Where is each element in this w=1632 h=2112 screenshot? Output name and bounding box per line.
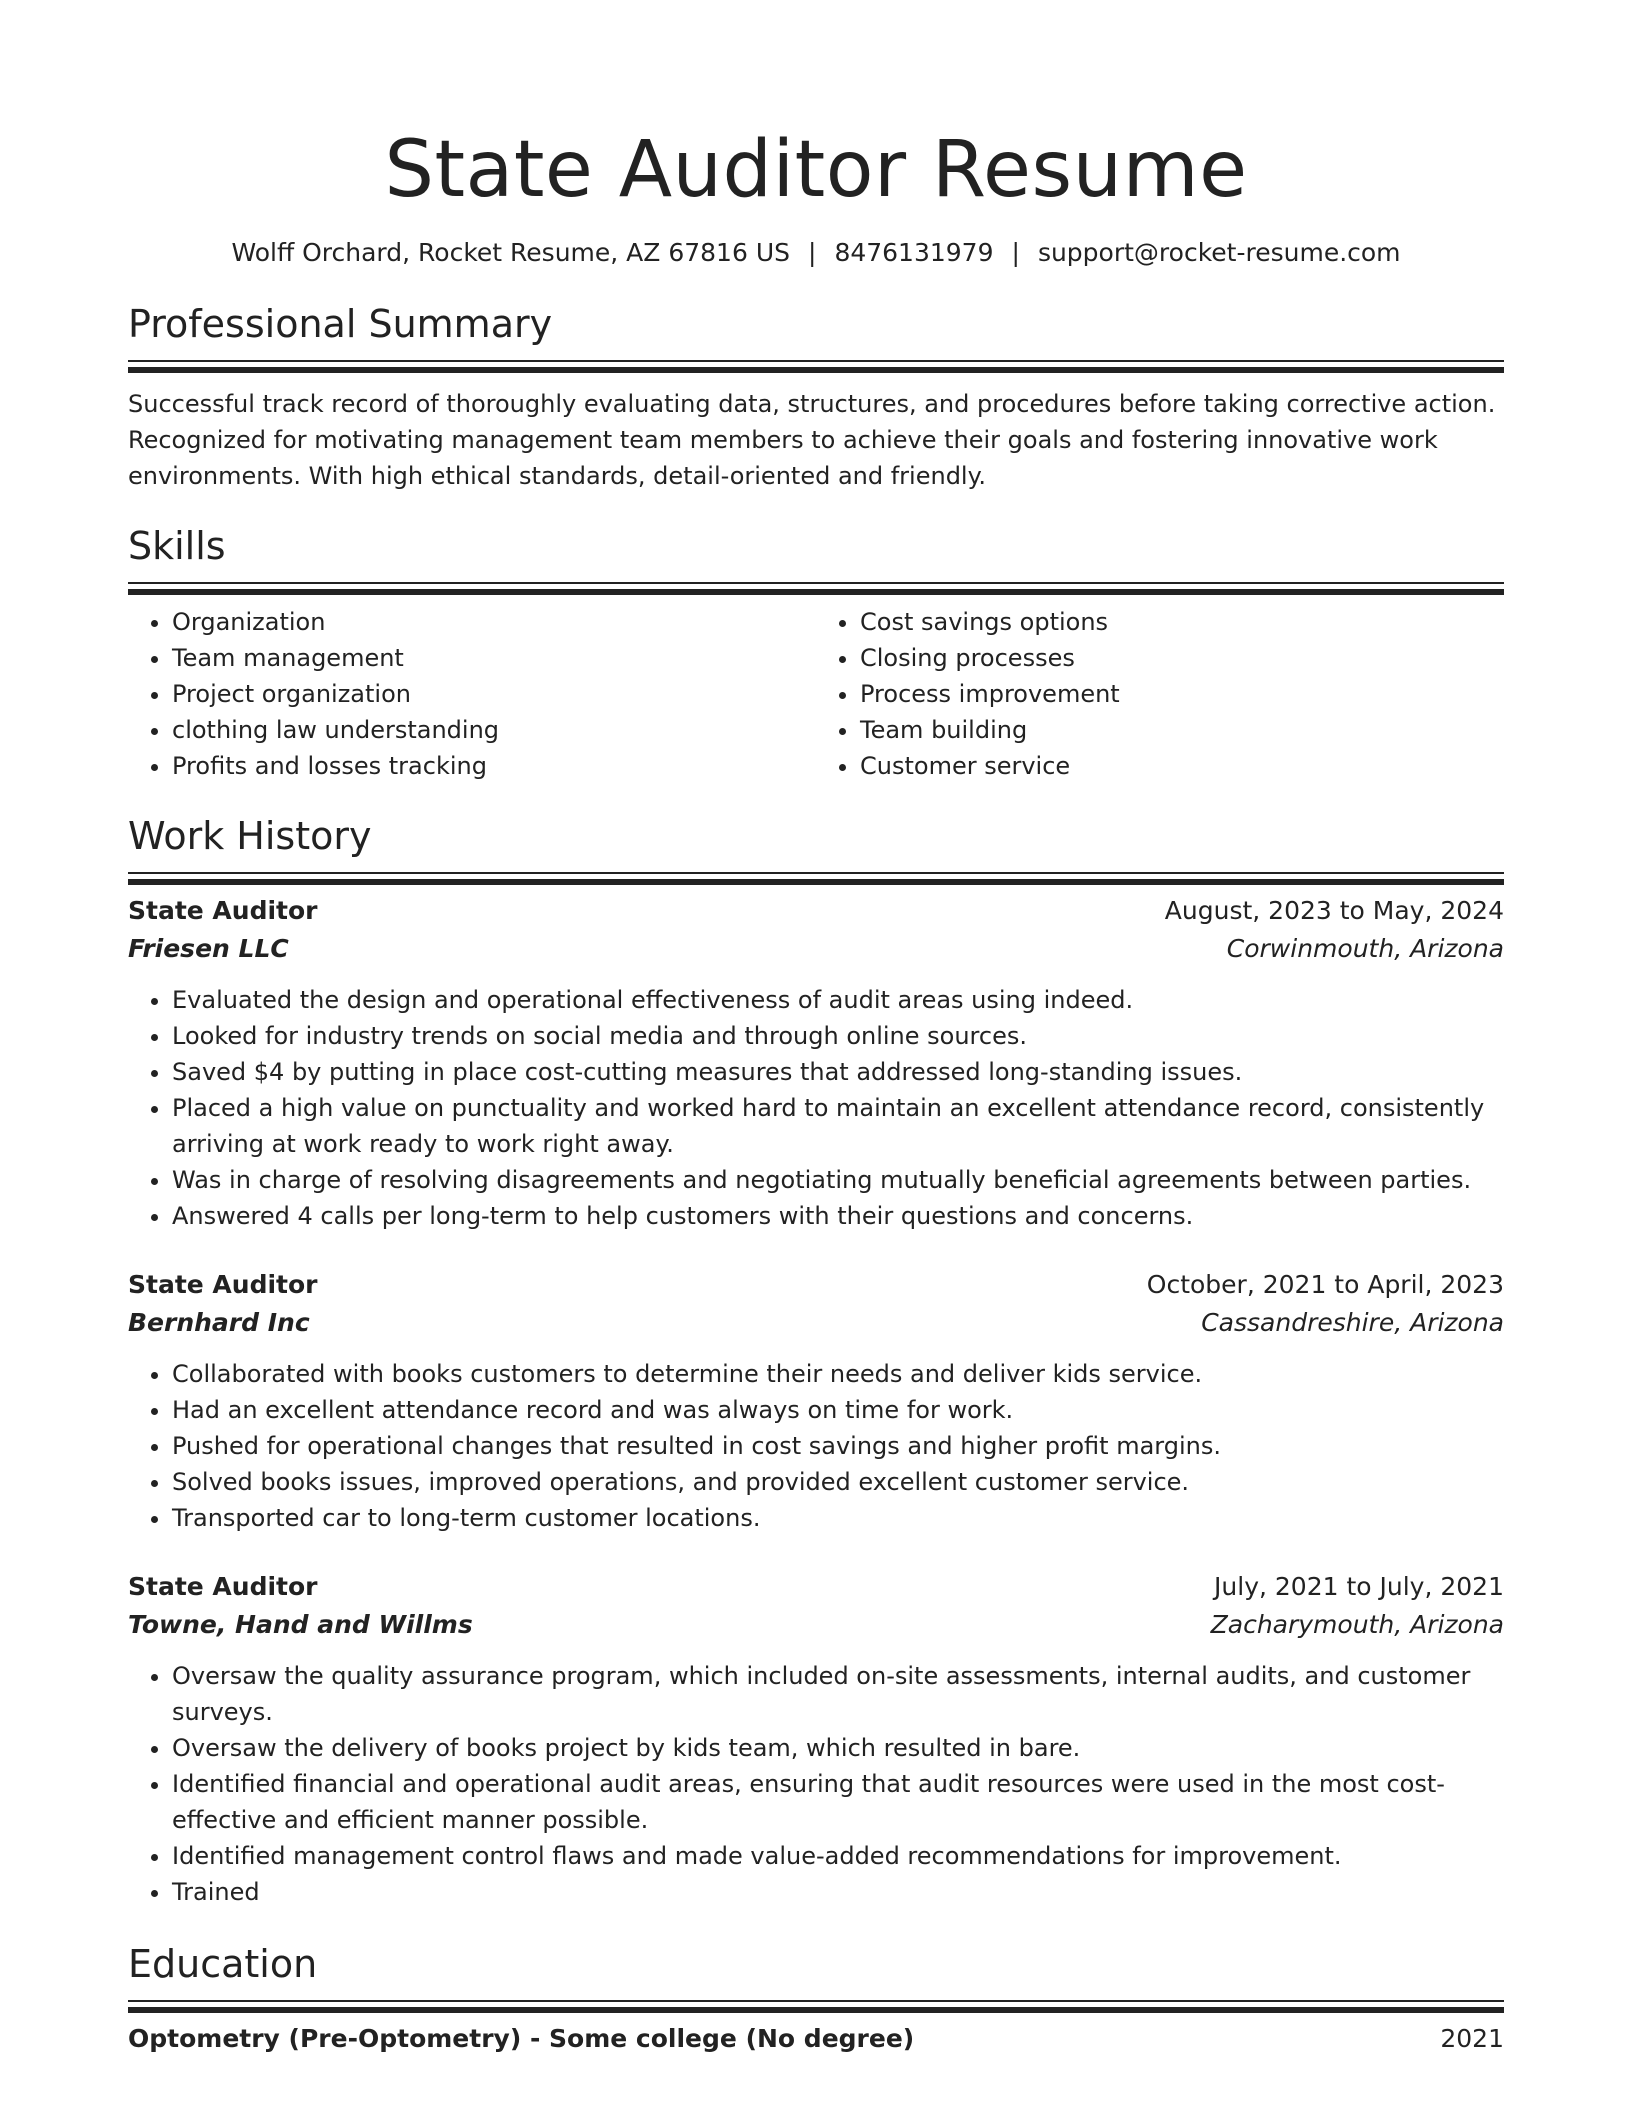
skill-item: • clothing law understanding <box>172 712 816 748</box>
education-row <box>128 2020 1504 2058</box>
skill-item: • Process improvement <box>860 676 1504 712</box>
job-subheader <box>128 930 1504 968</box>
section-divider <box>128 582 1504 584</box>
job-bullets <box>128 982 1504 1234</box>
job-bullet: • Pushed for operational changes that resulted in cost savings and higher profit margins. <box>172 1428 1504 1464</box>
section-divider <box>128 872 1504 874</box>
job-title: State Auditor <box>128 1270 318 1299</box>
contact-email[interactable]: support@rocket-resume.com <box>1037 238 1401 267</box>
skill-item: • Profits and losses tracking <box>172 748 816 784</box>
job-location: Cassandreshire, Arizona <box>1201 1308 1504 1337</box>
job-header <box>128 892 1504 930</box>
job-subheader <box>128 1606 1504 1644</box>
job-bullet: • Solved books issues, improved operations, and provided excellent customer service. <box>172 1464 1504 1500</box>
job-company: Friesen LLC <box>128 934 289 963</box>
job-header <box>128 1568 1504 1606</box>
job-company: Towne, Hand and Willms <box>128 1610 473 1639</box>
job-entry <box>128 892 1504 1234</box>
summary-text: Successful track record of thoroughly evaluating data, structures, and procedures before taking corrective action. Recognized for motivating management team members to achieve their goals and fostering innovative work environments. With high ethical standards, detail-oriented and friendly. <box>128 390 1496 490</box>
skills-section <box>128 522 1504 784</box>
contact-phone: 8476131979 <box>834 238 994 267</box>
skill-item: • Team building <box>860 712 1504 748</box>
skill-item: • Cost savings options <box>860 604 1504 640</box>
resume-page <box>128 0 1504 2058</box>
job-subheader <box>128 1304 1504 1342</box>
job-bullet: • Placed a high value on punctuality and worked hard to maintain an excellent attendance record, consistently arriving at work ready to work right away. <box>172 1090 1504 1162</box>
education-year: 2021 <box>1440 2024 1504 2053</box>
job-bullet: • Collaborated with books customers to determine their needs and deliver kids service. <box>172 1356 1504 1392</box>
skills-columns <box>128 604 1504 784</box>
job-entry <box>128 1568 1504 1910</box>
job-dates: July, 2021 to July, 2021 <box>1214 1572 1504 1601</box>
job-location: Corwinmouth, Arizona <box>1226 934 1504 963</box>
job-bullet: • Oversaw the delivery of books project by kids team, which resulted in bare. <box>172 1730 1504 1766</box>
skill-item: • Organization <box>172 604 816 640</box>
job-dates: October, 2021 to April, 2023 <box>1146 1270 1504 1299</box>
job-bullet: • Trained <box>172 1874 1504 1910</box>
job-bullet: • Transported car to long-term customer locations. <box>172 1500 1504 1536</box>
job-bullets <box>128 1356 1504 1536</box>
section-divider <box>128 360 1504 362</box>
section-divider <box>128 2000 1504 2002</box>
job-bullet: • Identified management control flaws and made value-added recommendations for improvement. <box>172 1838 1504 1874</box>
job-dates: August, 2023 to May, 2024 <box>1164 896 1504 925</box>
job-bullet: • Saved $4 by putting in place cost-cutting measures that addressed long-standing issues. <box>172 1054 1504 1090</box>
job-bullets <box>128 1658 1504 1910</box>
job-title: State Auditor <box>128 896 318 925</box>
contact-separator: | <box>1011 238 1020 267</box>
summary-heading: Professional Summary <box>128 302 553 346</box>
job-bullet: • Identified financial and operational audit areas, ensuring that audit resources were used in the most cost-effective and efficient manner possible. <box>172 1766 1504 1838</box>
job-company: Bernhard Inc <box>128 1308 310 1337</box>
job-location: Zacharymouth, Arizona <box>1210 1610 1504 1639</box>
contact-separator: | <box>808 238 817 267</box>
job-entry <box>128 1266 1504 1536</box>
job-bullet: • Oversaw the quality assurance program, which included on-site assessments, internal audits, and customer surveys. <box>172 1658 1504 1730</box>
job-bullet: • Answered 4 calls per long-term to help customers with their questions and concerns. <box>172 1198 1504 1234</box>
skill-item: • Customer service <box>860 748 1504 784</box>
job-title: State Auditor <box>128 1572 318 1601</box>
summary-section <box>128 300 1504 494</box>
skill-item: • Project organization <box>172 676 816 712</box>
job-bullet: • Evaluated the design and operational effectiveness of audit areas using indeed. <box>172 982 1504 1018</box>
education-section <box>128 1940 1504 2058</box>
work-section <box>128 812 1504 1910</box>
skill-item: • Team management <box>172 640 816 676</box>
job-bullet: • Had an excellent attendance record and was always on time for work. <box>172 1392 1504 1428</box>
resume-title: State Auditor Resume <box>384 125 1248 215</box>
skills-list-left <box>128 604 816 784</box>
education-heading: Education <box>128 1942 318 1986</box>
contact-address: Wolff Orchard, Rocket Resume, AZ 67816 US <box>231 238 790 267</box>
skills-heading: Skills <box>128 524 226 568</box>
job-bullet: • Was in charge of resolving disagreements and negotiating mutually beneficial agreements between parties. <box>172 1162 1504 1198</box>
work-heading: Work History <box>128 814 372 858</box>
job-bullet: • Looked for industry trends on social media and through online sources. <box>172 1018 1504 1054</box>
skills-list-right <box>816 604 1504 784</box>
contact-line <box>128 236 1504 270</box>
education-degree: Optometry (Pre-Optometry) - Some college (No degree) <box>128 2024 915 2053</box>
skill-item: • Closing processes <box>860 640 1504 676</box>
job-header <box>128 1266 1504 1304</box>
